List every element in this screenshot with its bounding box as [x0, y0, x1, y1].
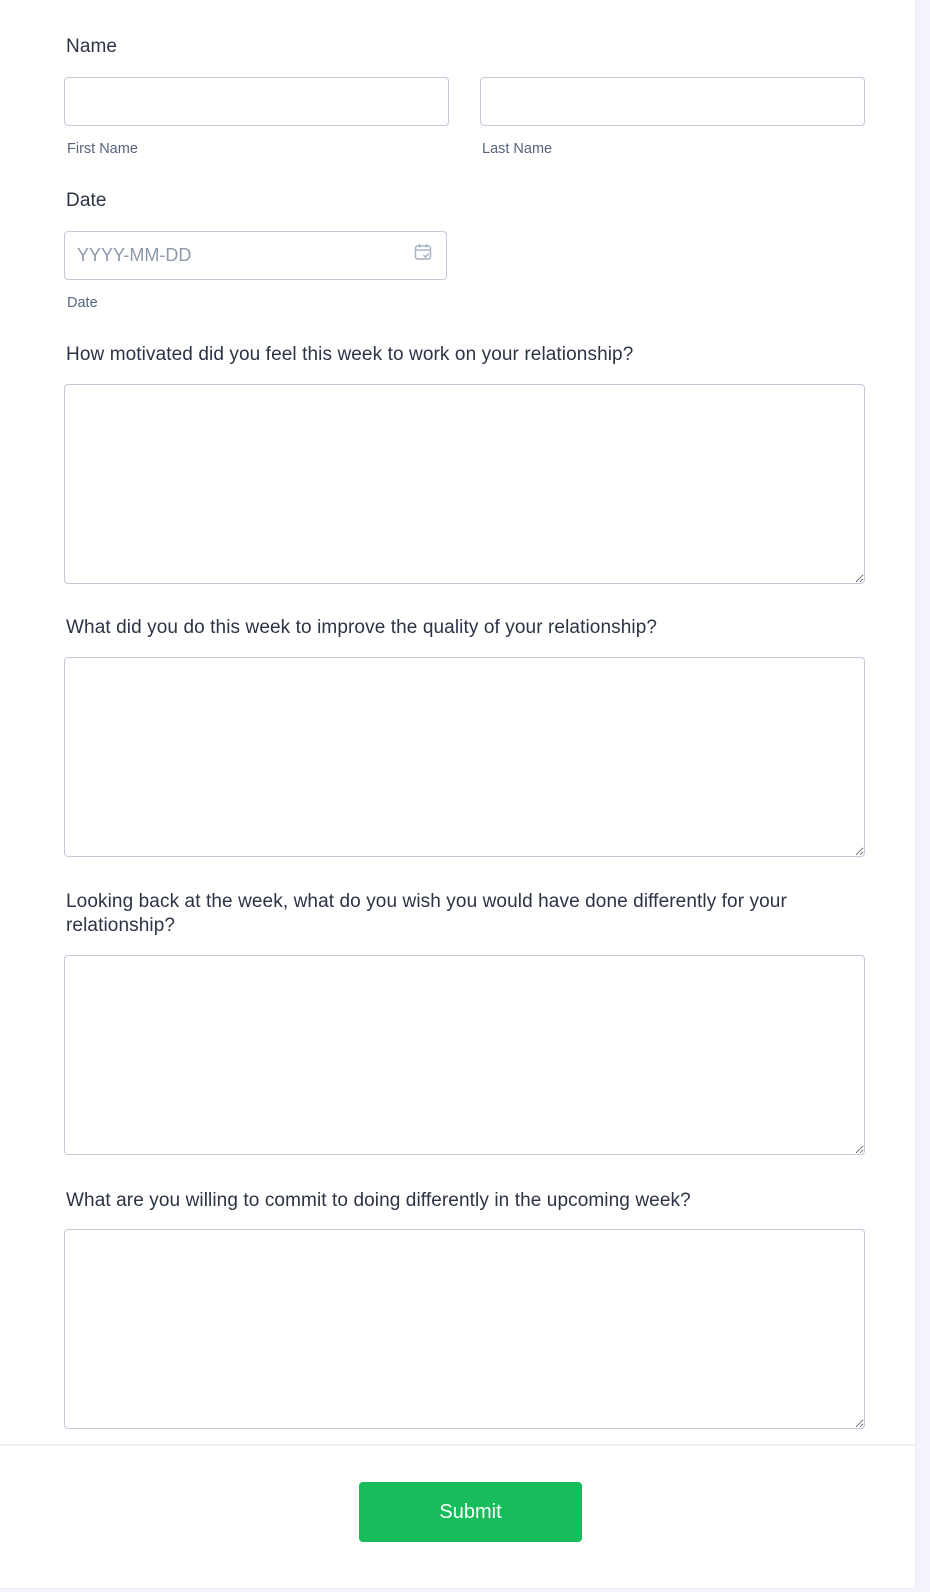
date-input[interactable]	[64, 231, 447, 280]
last-name-sublabel: Last Name	[482, 141, 553, 157]
date-label: Date	[66, 190, 107, 211]
question-3-textarea[interactable]	[64, 955, 865, 1155]
first-name-input[interactable]	[64, 77, 449, 126]
question-1-textarea[interactable]	[64, 384, 865, 584]
question-4-textarea[interactable]	[64, 1229, 865, 1429]
last-name-input[interactable]	[480, 77, 865, 126]
question-2-textarea[interactable]	[64, 657, 865, 857]
first-name-sublabel: First Name	[67, 141, 138, 157]
calendar-icon[interactable]	[413, 242, 433, 262]
question-1-label: How motivated did you feel this week to work on your relationship?	[66, 344, 634, 365]
question-4-label: What are you willing to commit to doing differently in the upcoming week?	[66, 1190, 691, 1211]
footer-divider	[0, 1444, 916, 1446]
question-2-label: What did you do this week to improve the quality of your relationship?	[66, 617, 658, 638]
date-sublabel: Date	[67, 295, 98, 311]
submit-button[interactable]: Submit	[359, 1482, 582, 1542]
question-3-label: Looking back at the week, what do you wish you would have done differently for your relationship?	[66, 891, 787, 936]
name-label: Name	[66, 36, 118, 57]
